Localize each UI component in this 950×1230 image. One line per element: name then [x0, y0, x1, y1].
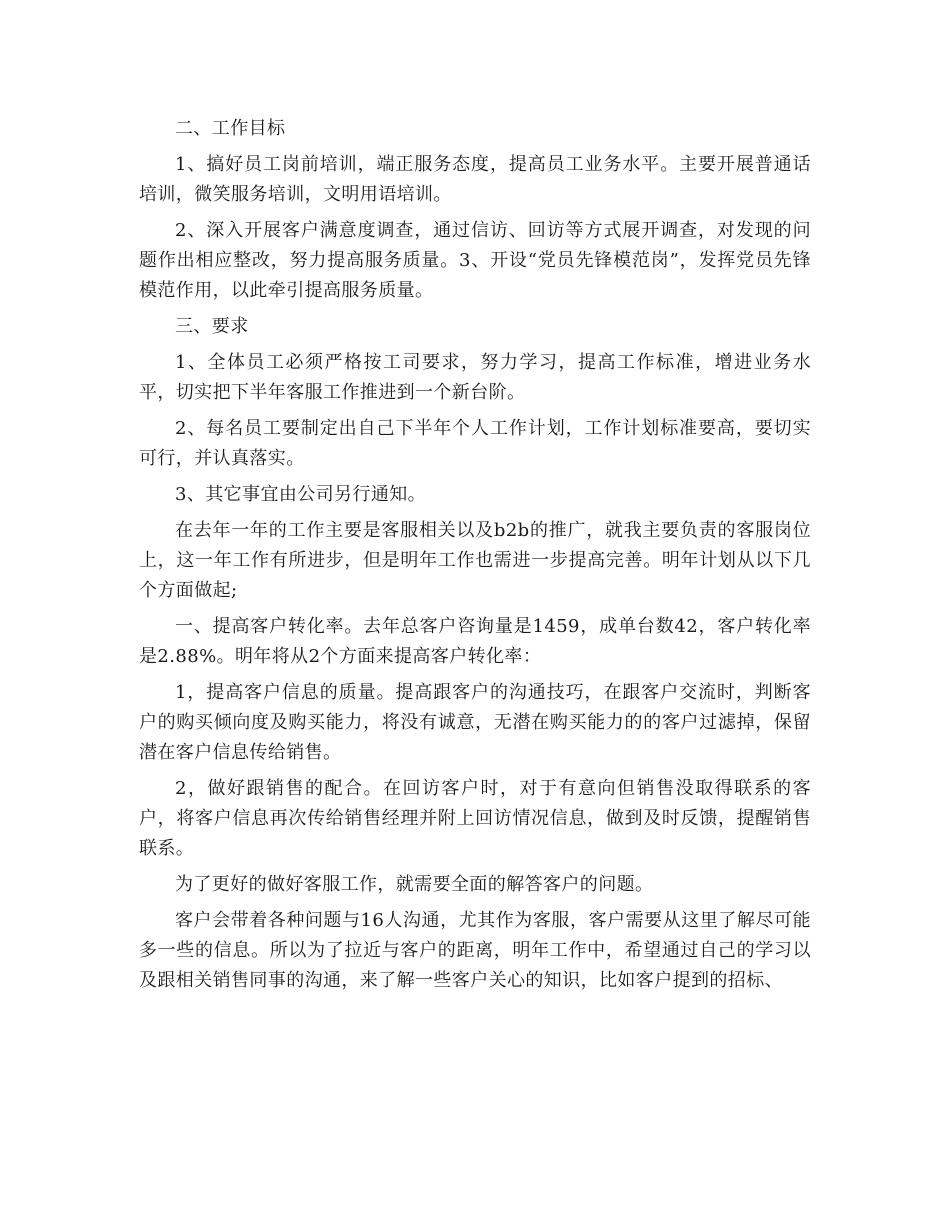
section-heading-goals: 二、工作目标 [175, 118, 286, 139]
paragraph-requirement-1: 1、全体员工必须严格按工司要求，努力学习，提高工作标准，增进业务水平，切实把下半年客服工作推进到一个新台阶。 [139, 352, 811, 403]
paragraph-requirement-3: 3、其它事宜由公司另行通知。 [175, 484, 427, 505]
section-heading-requirements: 三、要求 [175, 316, 249, 337]
paragraph-answer-questions: 为了更好的做好客服工作，就需要全面的解答客户的问题。 [175, 874, 654, 895]
paragraph-intro-last-year: 在去年一年的工作主要是客服相关以及b2b的推广，就我主要负责的客服岗位上，这一年工作有所进步，但是明年工作也需进一步提高完善。明年计划从以下几个方面做起; [139, 520, 811, 601]
paragraph-conversion-item-1: 1，提高客户信息的质量。提高跟客户的沟通技巧，在跟客户交流时，判断客户的购买倾向度及购买能力，将没有诚意，无潜在购买能力的的客户过滤掉，保留潜在客户信息传给销售。 [139, 682, 811, 763]
paragraph-goal-2-3: 2、深入开展客户满意度调查，通过信访、回访等方式展开调查，对发现的问题作出相应整改，努力提高服务质量。3、开设“党员先锋模范岗”，发挥党员先锋模范作用，以此牵引提高服务质量。 [139, 220, 811, 301]
paragraph-requirement-2: 2、每名员工要制定出自己下半年个人工作计划，工作计划标准要高，要切实可行，并认真落实。 [139, 418, 811, 469]
paragraph-conversion-rate: 一、提高客户转化率。去年总客户咨询量是1459，成单台数42，客户转化率是2.88%。明年将从2个方面来提高客户转化率： [139, 616, 811, 667]
paragraph-customer-communication: 客户会带着各种问题与16人沟通，尤其作为客服，客户需要从这里了解尽可能多一些的信息。所以为了拉近与客户的距离，明年工作中，希望通过自己的学习以及跟相关销售同事的沟通，来了解一些客户关心的知识，比如客户提到的招标、 [139, 910, 811, 991]
paragraph-conversion-item-2: 2，做好跟销售的配合。在回访客户时，对于有意向但销售没取得联系的客户，将客户信息再次传给销售经理并附上回访情况信息，做到及时反馈，提醒销售联系。 [139, 778, 811, 859]
paragraph-goal-1: 1、搞好员工岗前培训，端正服务态度，提高员工业务水平。主要开展普通话培训，微笑服务培训，文明用语培训。 [139, 154, 811, 205]
document-body [139, 114, 811, 1002]
